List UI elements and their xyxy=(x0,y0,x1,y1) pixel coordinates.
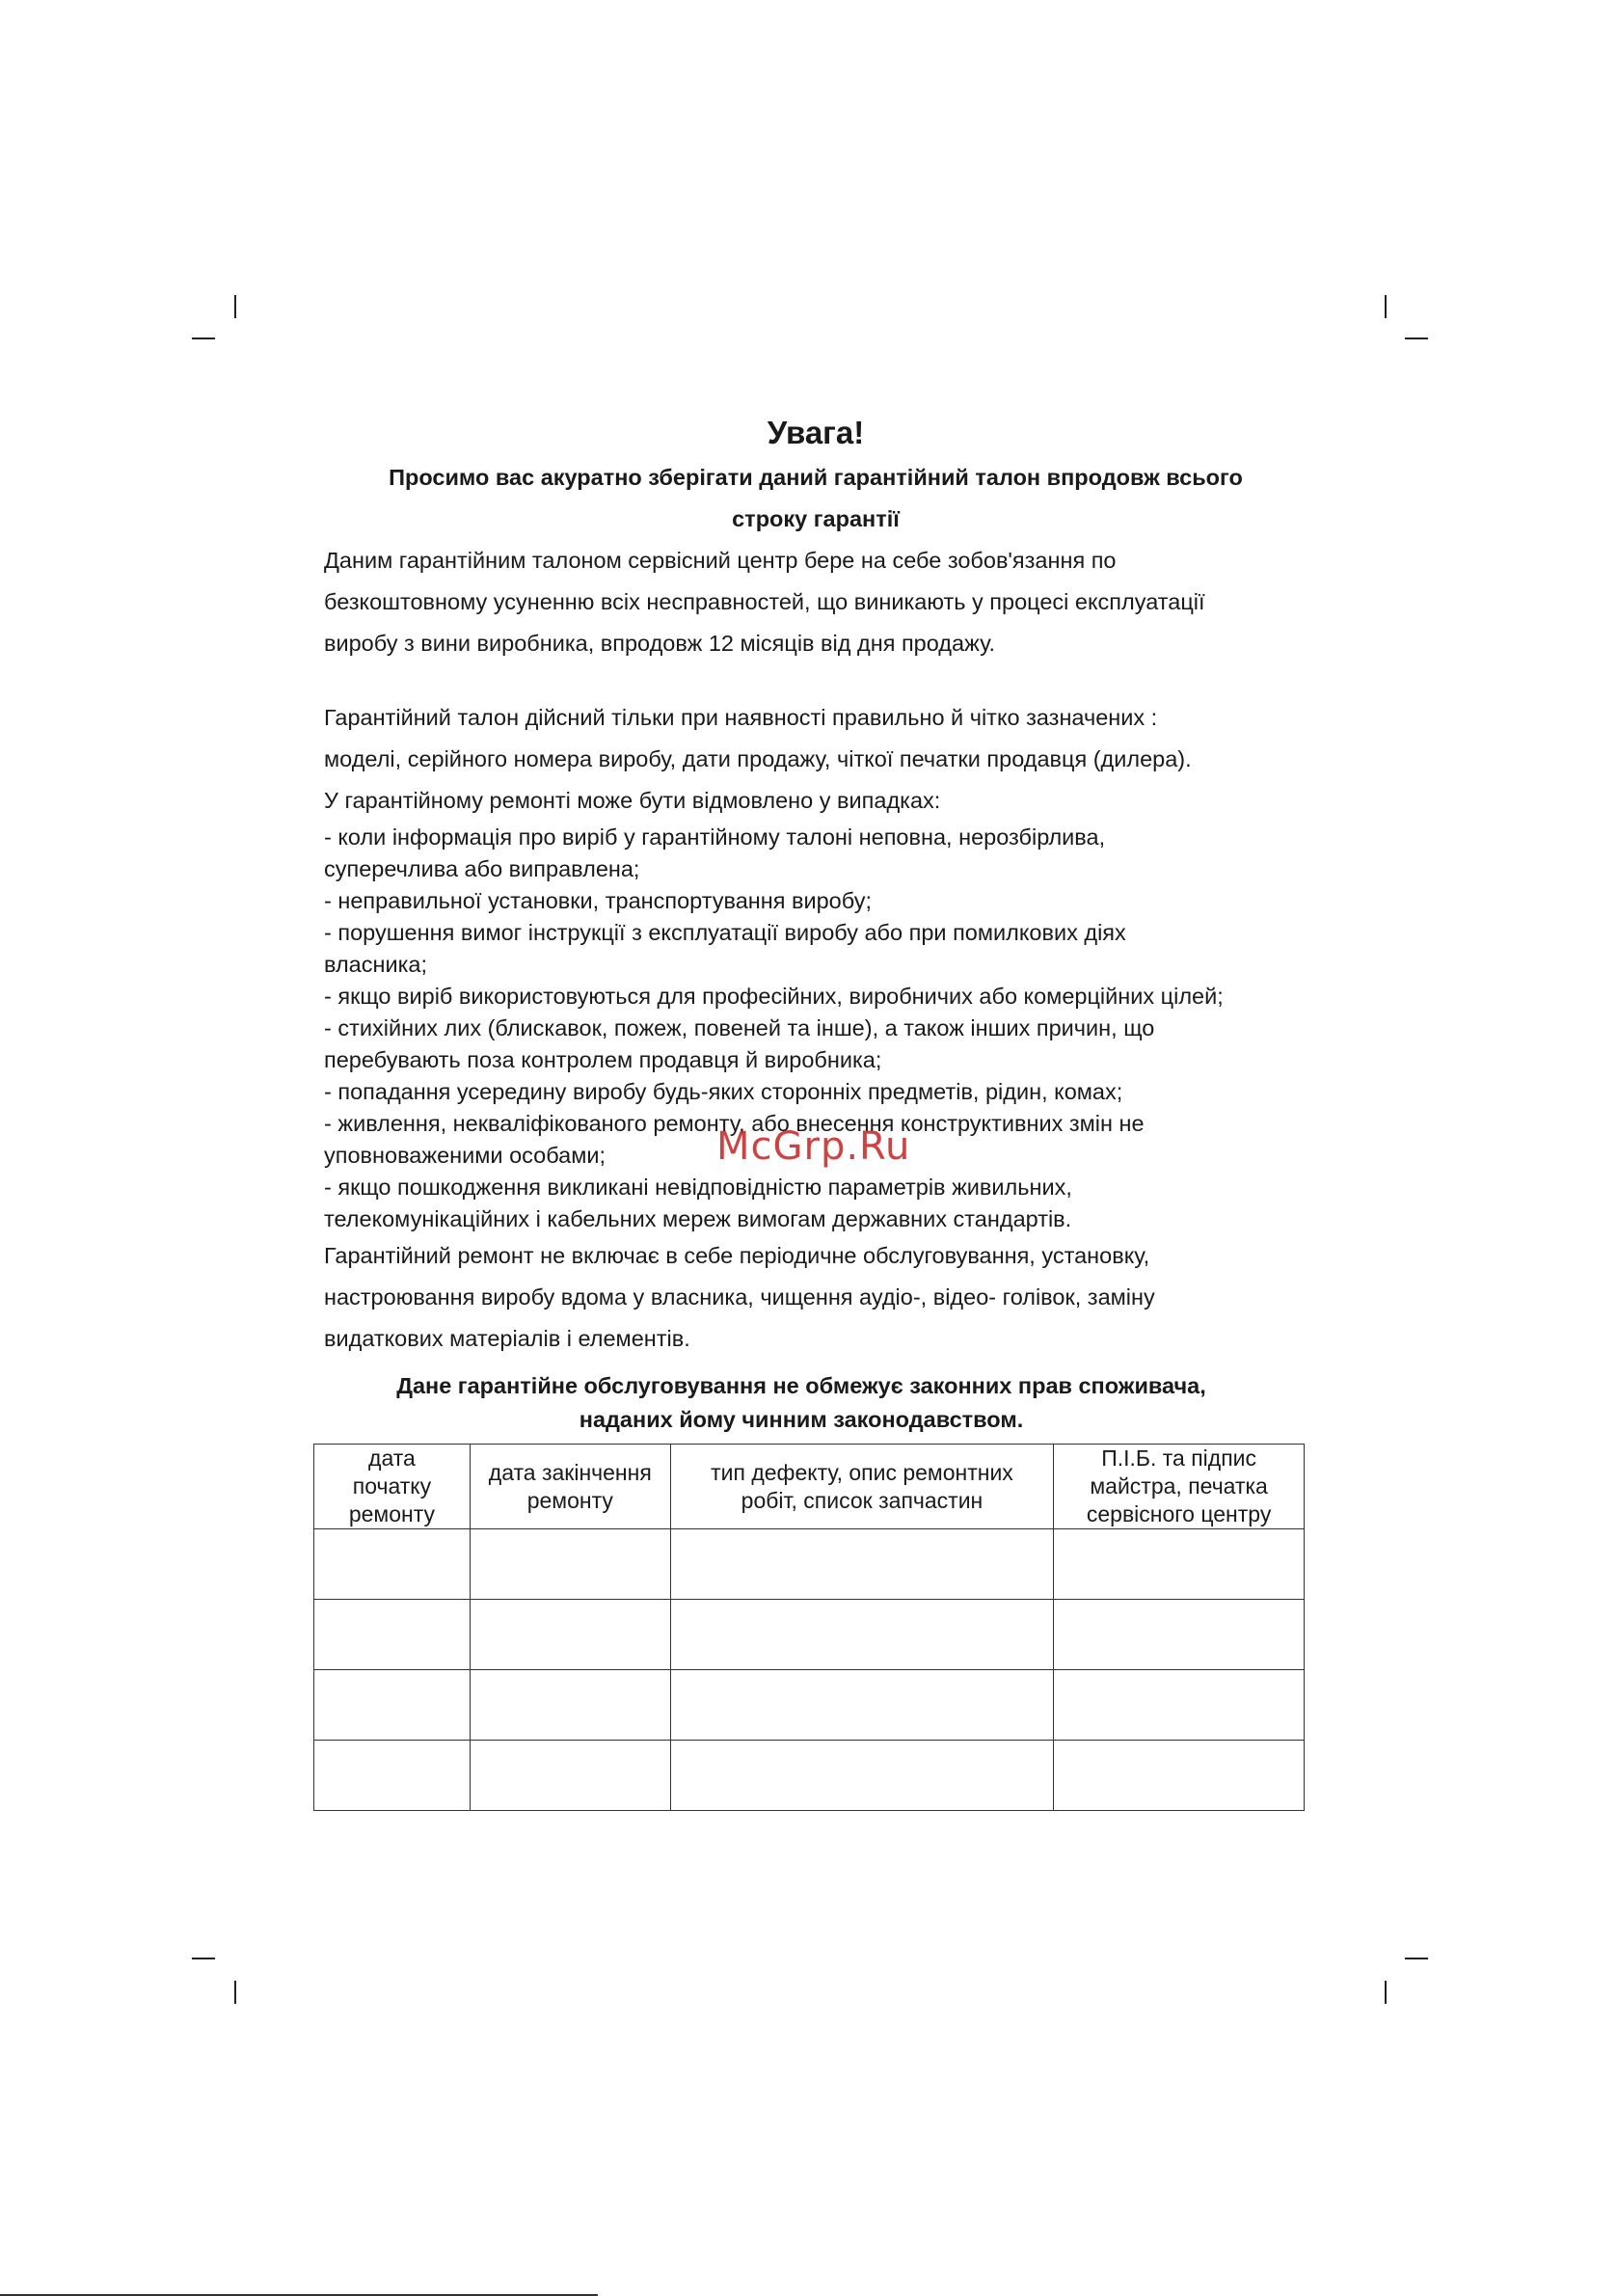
closing-line: Дане гарантійне обслуговування не обмежує законних прав споживача, xyxy=(396,1373,1206,1398)
text-line: Гарантійний ремонт не включає в себе періодичне обслуговування, установку, xyxy=(324,1243,1150,1268)
table-cell[interactable] xyxy=(470,1741,670,1811)
table-cell[interactable] xyxy=(670,1741,1054,1811)
crop-mark-bottom-right-vertical xyxy=(1385,1981,1387,2004)
table-cell[interactable] xyxy=(1054,1670,1305,1741)
table-cell[interactable] xyxy=(670,1529,1054,1600)
crop-mark-top-left-horizontal xyxy=(192,338,215,339)
table-cell[interactable] xyxy=(314,1670,471,1741)
table-cell[interactable] xyxy=(470,1600,670,1670)
warranty-text xyxy=(324,415,1307,1437)
list-item: перебувають поза контролем продавця й виробника; xyxy=(324,1047,882,1072)
text-line: виробу з вини виробника, впродовж 12 місяців від дня продажу. xyxy=(324,631,995,656)
text-line: У гарантійному ремонті може бути відмовлено у випадках: xyxy=(324,788,941,813)
list-item: - попадання усередину виробу будь-яких сторонніх предметів, рідин, комах; xyxy=(324,1079,1123,1104)
crop-mark-bottom-right-horizontal xyxy=(1405,1958,1428,1959)
text-line: видаткових матеріалів і елементів. xyxy=(324,1326,690,1351)
closing-statement xyxy=(324,1369,1307,1437)
list-item: суперечлива або виправлена; xyxy=(324,856,640,881)
table-row xyxy=(314,1529,1305,1600)
text-line: Гарантійний талон дійсний тільки при наявності правильно й чітко зазначених : xyxy=(324,705,1158,730)
crop-mark-top-right-vertical xyxy=(1385,295,1387,318)
table-cell[interactable] xyxy=(470,1529,670,1600)
list-item: - стихійних лих (блискавок, пожеж, повеней та інше), а також інших причин, що xyxy=(324,1015,1155,1040)
validity-paragraph xyxy=(324,697,1307,822)
closing-line: наданих йому чинним законодавством. xyxy=(579,1407,1024,1432)
text-line: безкоштовному усуненню всіх несправностей, що виникають у процесі експлуатації xyxy=(324,589,1205,614)
table-cell[interactable] xyxy=(670,1670,1054,1741)
list-item: власника; xyxy=(324,952,427,977)
paragraph-gap xyxy=(324,664,1307,697)
table-cell[interactable] xyxy=(670,1600,1054,1670)
list-item: - коли інформація про виріб у гарантійному талоні неповна, нерозбірлива, xyxy=(324,824,1106,850)
subheading xyxy=(324,457,1307,540)
repair-record-table xyxy=(313,1444,1305,1811)
table-row xyxy=(314,1741,1305,1811)
crop-mark-bottom-left-vertical xyxy=(234,1981,236,2004)
table-row xyxy=(314,1600,1305,1670)
table-cell[interactable] xyxy=(314,1741,471,1811)
crop-mark-top-right-horizontal xyxy=(1405,338,1428,339)
exclusions-paragraph xyxy=(324,1235,1307,1360)
crop-mark-top-left-vertical xyxy=(234,295,236,318)
list-item: телекомунікаційних і кабельних мереж вимогам державних стандартів. xyxy=(324,1206,1072,1231)
table-header-row xyxy=(314,1445,1305,1529)
refusal-cases-list xyxy=(324,822,1307,1235)
page-title: Увага! xyxy=(767,415,865,450)
table-cell[interactable] xyxy=(314,1529,471,1600)
watermark: McGrp.Ru xyxy=(716,1124,911,1169)
table-row xyxy=(314,1670,1305,1741)
intro-paragraph xyxy=(324,540,1307,664)
list-item: - порушення вимог інструкції з експлуатації виробу або при помилкових діях xyxy=(324,920,1126,945)
header-master-signature: П.І.Б. та підпис майстра, печатка сервісного центру xyxy=(1054,1445,1305,1529)
header-defect-description: тип дефекту, опис ремонтних робіт, список запчастин xyxy=(670,1445,1054,1529)
header-repair-start-date: дата початку ремонту xyxy=(314,1445,471,1529)
table-cell[interactable] xyxy=(470,1670,670,1741)
list-item: - неправильної установки, транспортування виробу; xyxy=(324,888,872,913)
crop-mark-bottom-left-horizontal xyxy=(192,1958,215,1959)
table-cell[interactable] xyxy=(1054,1600,1305,1670)
list-item: - якщо пошкодження викликані невідповідністю параметрів живильних, xyxy=(324,1175,1072,1200)
subheading-line: Просимо вас акуратно зберігати даний гарантійний талон впродовж всього xyxy=(389,465,1243,490)
table-cell[interactable] xyxy=(1054,1529,1305,1600)
list-item: уповноваженими особами; xyxy=(324,1143,606,1168)
list-item: - якщо виріб використовуються для професійних, виробничих або комерційних цілей; xyxy=(324,984,1224,1009)
subheading-line: строку гарантії xyxy=(732,506,900,531)
text-line: настроювання виробу вдома у власника, чищення аудіо-, відео- голівок, заміну xyxy=(324,1284,1155,1310)
table-cell[interactable] xyxy=(1054,1741,1305,1811)
text-line: Даним гарантійним талоном сервісний центр бере на себе зобов'язання по xyxy=(324,548,1117,573)
list-item: - живлення, некваліфікованого ремонту, або внесення конструктивних змін не xyxy=(324,1111,1145,1136)
table-cell[interactable] xyxy=(314,1600,471,1670)
header-repair-end-date: дата закінчення ремонту xyxy=(470,1445,670,1529)
text-line: моделі, серійного номера виробу, дати продажу, чіткої печатки продавця (дилера). xyxy=(324,746,1192,771)
